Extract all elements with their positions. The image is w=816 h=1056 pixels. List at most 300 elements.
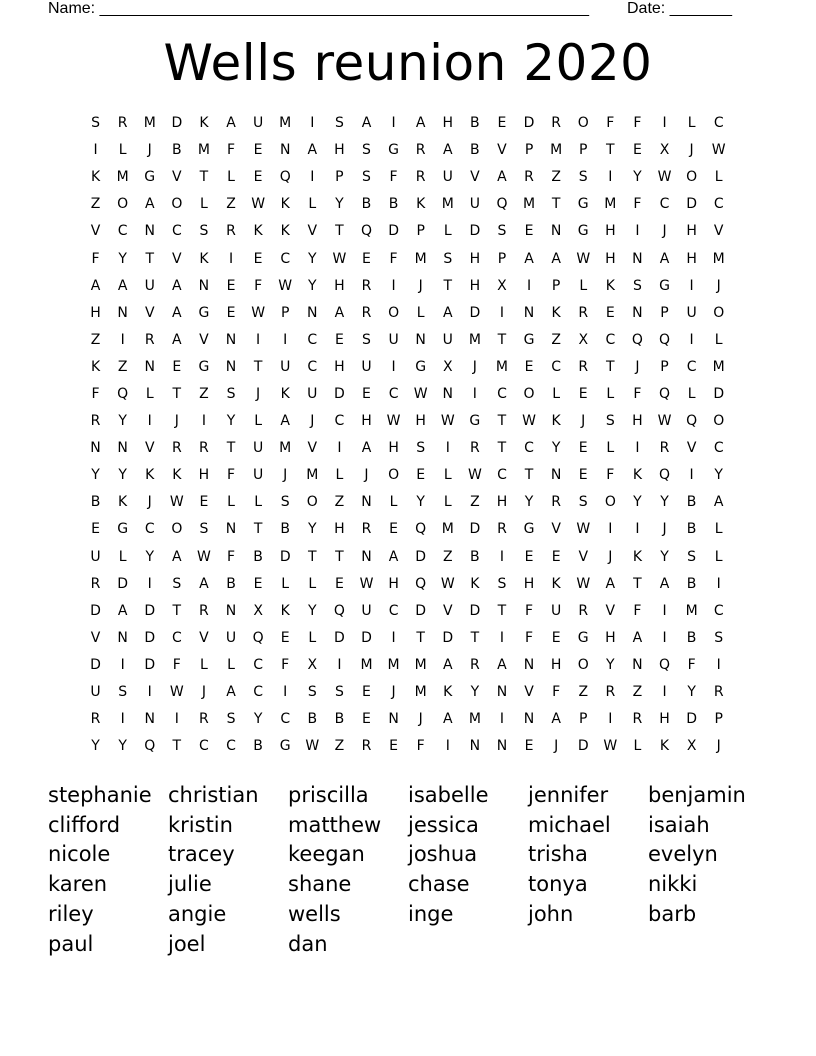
grid-letter: T bbox=[335, 548, 344, 565]
grid-letter: C bbox=[659, 196, 670, 213]
grid-letter: W bbox=[305, 738, 320, 755]
grid-letter: N bbox=[117, 304, 128, 321]
grid-letter: K bbox=[605, 277, 615, 294]
grid-letter: R bbox=[90, 711, 101, 728]
grid-letter: A bbox=[361, 440, 372, 457]
grid-letter: H bbox=[686, 250, 697, 267]
grid-row bbox=[82, 327, 742, 354]
word-list-item: joel bbox=[168, 931, 206, 956]
grid-letter: X bbox=[253, 602, 263, 619]
grid-letter: F bbox=[254, 277, 263, 294]
grid-letter: P bbox=[660, 304, 669, 321]
grid-letter: F bbox=[606, 115, 615, 132]
grid-letter: W bbox=[467, 467, 482, 484]
grid-letter: I bbox=[391, 358, 396, 375]
grid-letter: W bbox=[169, 494, 184, 511]
grid-letter: E bbox=[253, 575, 263, 592]
grid-letter: C bbox=[605, 331, 616, 348]
grid-letter: V bbox=[172, 169, 182, 186]
grid-letter: N bbox=[90, 440, 101, 457]
grid-letter: A bbox=[226, 684, 236, 701]
grid-letter: J bbox=[662, 223, 667, 240]
grid-letter: I bbox=[147, 575, 152, 592]
grid-letter: U bbox=[361, 358, 372, 375]
date-field-line: Date: _______ bbox=[627, 0, 732, 17]
grid-letter: L bbox=[579, 277, 588, 294]
grid-letter: D bbox=[415, 602, 427, 619]
grid-letter: C bbox=[497, 467, 507, 484]
grid-letter: L bbox=[687, 385, 696, 402]
grid-letter: K bbox=[90, 358, 101, 375]
grid-letter: N bbox=[523, 304, 535, 321]
word-list-item: karen bbox=[48, 872, 108, 897]
grid-letter: V bbox=[307, 440, 318, 457]
grid-letter: V bbox=[524, 684, 534, 701]
grid-letter: R bbox=[469, 656, 480, 673]
grid-row bbox=[82, 462, 742, 489]
grid-letter: M bbox=[306, 467, 319, 484]
grid-letter: J bbox=[256, 385, 261, 402]
grid-letter: N bbox=[117, 629, 128, 646]
grid-letter: P bbox=[524, 142, 534, 159]
grid-letter: M bbox=[197, 142, 210, 159]
grid-letter: Q bbox=[686, 413, 698, 430]
grid-letter: I bbox=[120, 711, 125, 728]
grid-letter: Y bbox=[714, 467, 723, 484]
grid-letter: F bbox=[389, 169, 398, 186]
page-title: Wells reunion 2020 bbox=[163, 34, 653, 92]
grid-row bbox=[82, 381, 742, 408]
grid-row bbox=[82, 354, 742, 381]
grid-letter: N bbox=[117, 440, 128, 457]
grid-letter: N bbox=[361, 494, 372, 511]
grid-letter: Y bbox=[226, 413, 236, 430]
grid-letter: J bbox=[716, 277, 721, 294]
name-field-line: Name: _______________________________________________________ bbox=[48, 0, 589, 17]
grid-row bbox=[82, 164, 742, 191]
grid-letter: T bbox=[497, 440, 507, 457]
grid-letter: C bbox=[253, 656, 263, 673]
grid-letter: T bbox=[172, 602, 182, 619]
grid-letter: V bbox=[199, 629, 209, 646]
grid-letter: O bbox=[713, 304, 725, 321]
grid-letter: H bbox=[469, 250, 481, 267]
grid-letter: N bbox=[144, 711, 155, 728]
grid-letter: I bbox=[689, 331, 694, 348]
grid-letter: E bbox=[253, 250, 263, 267]
grid-letter: R bbox=[361, 738, 372, 755]
grid-letter: M bbox=[495, 358, 508, 375]
grid-letter: S bbox=[605, 413, 615, 430]
grid-letter: R bbox=[415, 142, 426, 159]
grid-row bbox=[82, 218, 742, 245]
grid-letter: T bbox=[172, 385, 182, 402]
grid-letter: A bbox=[172, 304, 182, 321]
grid-letter: D bbox=[334, 629, 345, 646]
grid-letter: T bbox=[606, 142, 615, 159]
grid-letter: A bbox=[388, 548, 399, 565]
grid-letter: D bbox=[469, 223, 481, 240]
grid-letter: F bbox=[416, 738, 425, 755]
grid-letter: S bbox=[497, 223, 507, 240]
grid-letter: W bbox=[657, 169, 672, 186]
grid-letter: D bbox=[523, 115, 535, 132]
grid-letter: C bbox=[171, 629, 182, 646]
grid-letter: F bbox=[633, 115, 642, 132]
grid-letter: H bbox=[442, 115, 454, 132]
grid-letter: V bbox=[172, 250, 182, 267]
grid-letter: U bbox=[469, 196, 480, 213]
grid-letter: V bbox=[144, 304, 155, 321]
grid-letter: H bbox=[361, 413, 372, 430]
grid-letter: P bbox=[579, 711, 588, 728]
grid-letter: C bbox=[226, 738, 236, 755]
grid-letter: L bbox=[227, 494, 235, 511]
grid-letter: Y bbox=[524, 494, 534, 511]
grid-letter: L bbox=[254, 413, 263, 430]
grid-letter: T bbox=[470, 629, 480, 646]
grid-letter: T bbox=[145, 250, 155, 267]
grid-letter: V bbox=[199, 331, 209, 348]
grid-letter: Y bbox=[308, 602, 317, 619]
grid-letter: R bbox=[632, 711, 643, 728]
grid-letter: G bbox=[577, 196, 589, 213]
grid-letter: L bbox=[606, 440, 615, 457]
grid-letter: L bbox=[389, 494, 398, 511]
grid-letter: U bbox=[686, 304, 697, 321]
grid-letter: Y bbox=[470, 684, 480, 701]
grid-letter: Q bbox=[144, 738, 156, 755]
grid-letter: A bbox=[172, 277, 182, 294]
grid-letter: D bbox=[713, 385, 725, 402]
grid-row bbox=[82, 191, 742, 218]
grid-letter: O bbox=[117, 196, 129, 213]
grid-letter: P bbox=[579, 142, 588, 159]
grid-letter: I bbox=[499, 711, 505, 728]
grid-letter: V bbox=[470, 169, 480, 186]
grid-letter: S bbox=[687, 548, 697, 565]
grid-letter: W bbox=[386, 413, 401, 430]
grid-letter: I bbox=[635, 521, 640, 538]
grid-letter: W bbox=[332, 250, 347, 267]
grid-letter: R bbox=[605, 684, 616, 701]
grid-letter: E bbox=[389, 521, 398, 538]
grid-letter: C bbox=[280, 711, 291, 728]
grid-letter: A bbox=[117, 602, 128, 619]
grid-letter: I bbox=[716, 575, 721, 592]
grid-letter: J bbox=[283, 467, 288, 484]
grid-letter: B bbox=[686, 575, 697, 592]
grid-letter: Y bbox=[308, 277, 317, 294]
word-list-item: evelyn bbox=[648, 842, 718, 867]
grid-letter: S bbox=[497, 575, 507, 592]
grid-letter: R bbox=[578, 602, 589, 619]
grid-letter: R bbox=[90, 575, 101, 592]
grid-letter: L bbox=[200, 196, 208, 213]
grid-letter: D bbox=[279, 548, 291, 565]
grid-letter: E bbox=[226, 304, 236, 321]
grid-letter: G bbox=[577, 223, 589, 240]
grid-letter: N bbox=[632, 250, 643, 267]
grid-letter: I bbox=[337, 656, 342, 673]
grid-letter: T bbox=[308, 548, 317, 565]
grid-letter: R bbox=[524, 169, 534, 186]
word-list-item: jessica bbox=[408, 812, 479, 837]
grid-letter: W bbox=[413, 385, 428, 402]
grid-letter: P bbox=[714, 711, 723, 728]
grid-letter: B bbox=[307, 711, 318, 728]
grid-letter: O bbox=[171, 521, 183, 538]
grid-letter: Y bbox=[687, 684, 696, 701]
grid-letter: O bbox=[577, 115, 589, 132]
grid-letter: Z bbox=[117, 358, 128, 375]
grid-letter: Z bbox=[442, 548, 453, 565]
grid-letter: J bbox=[608, 548, 613, 565]
grid-letter: G bbox=[117, 521, 129, 538]
grid-letter: U bbox=[252, 440, 264, 457]
word-list-row bbox=[48, 929, 768, 959]
grid-row bbox=[82, 544, 742, 571]
letter-grid bbox=[82, 110, 742, 760]
grid-letter: L bbox=[714, 521, 723, 538]
grid-letter: B bbox=[686, 629, 697, 646]
grid-letter: B bbox=[686, 494, 697, 511]
grid-letter: A bbox=[442, 656, 453, 673]
grid-letter: J bbox=[147, 494, 152, 511]
word-list-item: joshua bbox=[408, 842, 478, 867]
grid-letter: N bbox=[225, 331, 237, 348]
grid-letter: G bbox=[415, 358, 427, 375]
grid-letter: F bbox=[172, 656, 181, 673]
word-list-item: isaiah bbox=[648, 812, 710, 837]
grid-letter: E bbox=[91, 521, 100, 538]
grid-letter: S bbox=[226, 385, 236, 402]
word-list-item: clifford bbox=[48, 812, 121, 837]
grid-letter: I bbox=[499, 629, 505, 646]
grid-letter: I bbox=[283, 684, 288, 701]
grid-letter: T bbox=[524, 467, 534, 484]
grid-letter: Y bbox=[660, 548, 669, 565]
grid-letter: F bbox=[226, 548, 236, 565]
word-list-row bbox=[48, 780, 768, 810]
grid-letter: U bbox=[361, 602, 372, 619]
grid-letter: A bbox=[497, 169, 507, 186]
grid-letter: A bbox=[280, 413, 290, 430]
grid-letter: J bbox=[554, 738, 559, 755]
grid-letter: E bbox=[362, 711, 371, 728]
grid-letter: J bbox=[689, 142, 694, 159]
grid-letter: R bbox=[578, 304, 589, 321]
grid-letter: H bbox=[605, 223, 616, 240]
word-list bbox=[48, 780, 768, 959]
word-list-item: paul bbox=[48, 931, 94, 956]
word-list-item: keegan bbox=[288, 842, 365, 867]
grid-letter: E bbox=[416, 467, 426, 484]
grid-letter: B bbox=[253, 548, 263, 565]
grid-letter: N bbox=[225, 358, 237, 375]
grid-letter: C bbox=[713, 602, 724, 619]
grid-letter: A bbox=[226, 115, 236, 132]
grid-letter: A bbox=[415, 115, 426, 132]
grid-letter: L bbox=[687, 115, 696, 132]
grid-letter: D bbox=[361, 629, 372, 646]
grid-letter: L bbox=[227, 656, 235, 673]
grid-letter: I bbox=[391, 115, 396, 132]
grid-letter: P bbox=[551, 277, 561, 294]
grid-letter: B bbox=[226, 575, 236, 592]
grid-letter: C bbox=[199, 738, 209, 755]
grid-letter: I bbox=[608, 521, 613, 538]
grid-letter: G bbox=[388, 142, 399, 159]
grid-letter: O bbox=[388, 304, 400, 321]
grid-letter: C bbox=[686, 358, 697, 375]
grid-letter: I bbox=[120, 331, 125, 348]
grid-letter: B bbox=[280, 521, 290, 538]
grid-letter: G bbox=[523, 521, 535, 538]
grid-letter: M bbox=[279, 440, 292, 457]
grid-letter: K bbox=[280, 602, 290, 619]
grid-row bbox=[82, 571, 742, 598]
grid-letter: O bbox=[577, 656, 589, 673]
grid-letter: N bbox=[388, 711, 399, 728]
grid-letter: T bbox=[416, 629, 425, 646]
grid-letter: I bbox=[147, 413, 152, 430]
grid-letter: B bbox=[172, 142, 182, 159]
grid-letter: I bbox=[147, 684, 152, 701]
grid-letter: H bbox=[550, 656, 562, 673]
grid-letter: Y bbox=[91, 738, 100, 755]
grid-letter: K bbox=[118, 494, 128, 511]
grid-letter: A bbox=[659, 575, 670, 592]
word-list-item: matthew bbox=[288, 812, 382, 837]
grid-letter: W bbox=[278, 277, 293, 294]
grid-letter: I bbox=[283, 331, 288, 348]
grid-letter: W bbox=[522, 413, 536, 430]
grid-letter: E bbox=[226, 277, 236, 294]
grid-letter: Z bbox=[551, 331, 561, 348]
grid-letter: H bbox=[334, 521, 345, 538]
grid-letter: K bbox=[90, 169, 101, 186]
grid-letter: T bbox=[335, 223, 344, 240]
grid-letter: H bbox=[605, 629, 616, 646]
grid-letter: F bbox=[91, 385, 100, 402]
grid-letter: G bbox=[659, 277, 670, 294]
grid-letter: E bbox=[497, 115, 507, 132]
grid-letter: Y bbox=[91, 467, 100, 484]
grid-letter: I bbox=[445, 440, 450, 457]
grid-letter: X bbox=[307, 656, 318, 673]
grid-letter: H bbox=[388, 575, 399, 592]
grid-letter: J bbox=[201, 684, 206, 701]
grid-letter: E bbox=[524, 358, 534, 375]
grid-letter: H bbox=[334, 142, 345, 159]
grid-letter: A bbox=[199, 575, 209, 592]
word-list-item: wells bbox=[288, 902, 341, 927]
grid-letter: S bbox=[307, 684, 317, 701]
grid-letter: K bbox=[199, 250, 209, 267]
grid-letter: L bbox=[281, 575, 290, 592]
grid-letter: K bbox=[470, 575, 480, 592]
grid-letter: I bbox=[337, 440, 342, 457]
grid-letter: S bbox=[578, 494, 588, 511]
grid-letter: Z bbox=[470, 494, 480, 511]
grid-letter: F bbox=[552, 684, 561, 701]
grid-letter: E bbox=[389, 738, 398, 755]
grid-letter: E bbox=[524, 548, 534, 565]
grid-letter: Y bbox=[253, 711, 263, 728]
grid-letter: K bbox=[443, 684, 453, 701]
grid-letter: D bbox=[144, 602, 156, 619]
grid-letter: Y bbox=[606, 656, 615, 673]
grid-letter: U bbox=[442, 169, 453, 186]
grid-letter: L bbox=[200, 656, 208, 673]
grid-letter: T bbox=[606, 358, 615, 375]
grid-letter: H bbox=[496, 494, 508, 511]
grid-letter: I bbox=[445, 738, 450, 755]
grid-letter: A bbox=[713, 494, 724, 511]
grid-letter: H bbox=[334, 277, 345, 294]
grid-letter: H bbox=[469, 277, 481, 294]
grid-letter: X bbox=[442, 358, 453, 375]
grid-letter: Z bbox=[334, 494, 345, 511]
word-list-item: priscilla bbox=[288, 782, 369, 807]
grid-letter: G bbox=[279, 738, 291, 755]
grid-letter: N bbox=[307, 304, 318, 321]
grid-letter: D bbox=[171, 115, 183, 132]
grid-letter: C bbox=[280, 250, 291, 267]
grid-letter: Z bbox=[578, 684, 589, 701]
grid-row bbox=[82, 300, 742, 327]
grid-letter: N bbox=[469, 738, 481, 755]
grid-letter: L bbox=[145, 385, 154, 402]
grid-letter: A bbox=[551, 711, 561, 728]
grid-letter: F bbox=[633, 196, 642, 213]
grid-row bbox=[82, 679, 742, 706]
grid-letter: O bbox=[388, 467, 400, 484]
grid-letter: S bbox=[714, 629, 724, 646]
grid-letter: I bbox=[174, 711, 179, 728]
grid-letter: C bbox=[307, 358, 318, 375]
grid-letter: J bbox=[174, 413, 179, 430]
grid-letter: I bbox=[608, 711, 613, 728]
grid-letter: Y bbox=[308, 521, 317, 538]
grid-letter: I bbox=[201, 413, 206, 430]
grid-letter: V bbox=[605, 602, 616, 619]
grid-letter: O bbox=[713, 413, 725, 430]
grid-letter: E bbox=[605, 304, 615, 321]
grid-letter: M bbox=[387, 656, 400, 673]
grid-row bbox=[82, 489, 742, 516]
grid-letter: E bbox=[362, 684, 371, 701]
grid-letter: C bbox=[713, 115, 724, 132]
grid-letter: V bbox=[713, 223, 724, 240]
grid-letter: N bbox=[523, 711, 535, 728]
grid-letter: B bbox=[470, 548, 480, 565]
grid-letter: I bbox=[635, 223, 640, 240]
grid-letter: S bbox=[118, 684, 128, 701]
grid-letter: F bbox=[91, 250, 100, 267]
grid-letter: L bbox=[308, 575, 317, 592]
grid-letter: W bbox=[197, 548, 211, 565]
grid-row bbox=[82, 408, 742, 435]
grid-letter: I bbox=[689, 467, 694, 484]
grid-letter: D bbox=[334, 385, 345, 402]
grid-letter: K bbox=[659, 738, 670, 755]
grid-letter: A bbox=[172, 331, 182, 348]
grid-letter: M bbox=[441, 521, 454, 538]
grid-letter: R bbox=[90, 413, 101, 430]
grid-letter: D bbox=[117, 575, 129, 592]
